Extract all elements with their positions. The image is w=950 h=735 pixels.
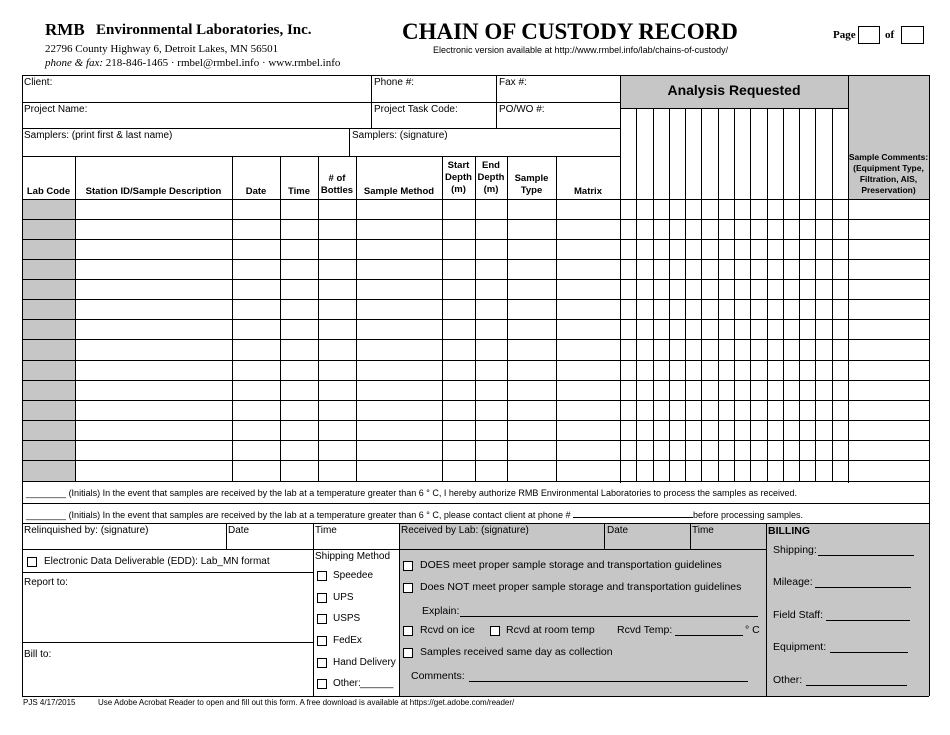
bottom-col-date bbox=[226, 523, 227, 549]
rcvd-temp-line[interactable] bbox=[675, 635, 743, 636]
outer-right bbox=[929, 75, 930, 696]
bottom-col-time bbox=[313, 523, 314, 696]
project-task-code-field[interactable]: Project Task Code: bbox=[374, 104, 458, 115]
col-lab-code: Lab Code bbox=[26, 186, 71, 197]
shipping-option-label: UPS bbox=[333, 592, 354, 603]
analysis-col-1 bbox=[636, 108, 637, 481]
page-total-field[interactable] bbox=[901, 26, 924, 44]
does-not-meet-checkbox[interactable] bbox=[403, 583, 413, 593]
same-day-checkbox[interactable] bbox=[403, 648, 413, 658]
shipping-usps-checkbox[interactable] bbox=[317, 614, 327, 624]
samplers-signature-field[interactable]: Samplers: (signature) bbox=[352, 130, 448, 141]
shipping-other-blank[interactable]: ______ bbox=[360, 678, 394, 689]
company-contact bbox=[45, 57, 340, 69]
contact-label: phone & fax: bbox=[45, 57, 104, 69]
rcvd-on-ice-label: Rcvd on ice bbox=[420, 624, 475, 636]
initials-blank-2[interactable]: ________ bbox=[26, 510, 67, 520]
rcvd-room-temp-checkbox[interactable] bbox=[490, 626, 500, 636]
fax-field[interactable]: Fax #: bbox=[499, 77, 527, 88]
col-line-3 bbox=[318, 156, 319, 481]
explain-line[interactable] bbox=[460, 616, 758, 617]
col-matrix: Matrix bbox=[574, 186, 602, 197]
rcvd-on-ice-checkbox[interactable] bbox=[403, 626, 413, 636]
company-name: Environmental Laboratories, Inc. bbox=[96, 22, 312, 38]
analysis-col-4 bbox=[685, 108, 686, 481]
billing-equipment-line[interactable] bbox=[830, 652, 908, 653]
acrobat-reader-note: Use Adobe Acrobat Reader to open and fill out this form. A free download is available at https://get.adobe.com/reader/ bbox=[98, 698, 515, 707]
col-sample-method: Sample Method bbox=[363, 186, 435, 197]
billing-field-staff-line[interactable] bbox=[826, 620, 910, 621]
analysis-col-10 bbox=[783, 108, 784, 481]
col-sample-comments: Sample Comments: (Equipment Type, Filtration, AIS, Preservation) bbox=[848, 152, 929, 195]
analysis-col-12 bbox=[815, 108, 816, 481]
initials-authorize-statement[interactable] bbox=[26, 488, 797, 498]
report-to-field[interactable]: Report to: bbox=[24, 577, 68, 588]
col-line-7 bbox=[507, 156, 508, 481]
shipping-ups-checkbox[interactable] bbox=[317, 593, 327, 603]
form-title: CHAIN OF CUSTODY RECORD bbox=[402, 19, 738, 44]
shipping-other-checkbox[interactable] bbox=[317, 679, 327, 689]
shipping-fedex-checkbox[interactable] bbox=[317, 636, 327, 646]
billing-other-label: Other: bbox=[773, 674, 803, 686]
initials-divider bbox=[22, 503, 929, 504]
lab-row-divider bbox=[399, 549, 766, 550]
deg-c-label: ° C bbox=[745, 624, 760, 636]
shipping-hand-delivery-checkbox[interactable] bbox=[317, 658, 327, 668]
billing-mileage-label: Mileage: bbox=[773, 576, 813, 588]
col-bottles: # of Bottles bbox=[320, 173, 354, 196]
shipping-option-label: Speedee bbox=[333, 570, 374, 581]
initials-contact-end: before processing samples. bbox=[692, 510, 804, 520]
col-sample-type: Sample Type bbox=[514, 173, 549, 196]
bottom-section-top bbox=[22, 523, 929, 524]
col-line-8 bbox=[556, 156, 557, 481]
shipping-option-label: Hand Delivery bbox=[333, 657, 396, 668]
col-line-2 bbox=[280, 156, 281, 481]
shipping-option-label: Other: bbox=[333, 678, 361, 689]
relinquished-date-field[interactable]: Date bbox=[228, 525, 250, 536]
initials-contact-text: (Initials) In the event that samples are received by the lab at a temperature greater than 6 ° C, please contact client at phone # bbox=[68, 510, 571, 520]
rcvd-room-temp-label: Rcvd at room temp bbox=[506, 624, 595, 636]
shipping-option-label: USPS bbox=[333, 613, 361, 624]
company-prefix: RMB bbox=[45, 20, 85, 39]
analysis-requested-title: Analysis Requested bbox=[667, 82, 801, 98]
lab-comments-label: Comments: bbox=[411, 670, 465, 682]
col-start-depth: Start Depth (m) bbox=[445, 160, 472, 195]
bottom-col-lab-time bbox=[690, 523, 691, 549]
col-line-5 bbox=[442, 156, 443, 481]
initials-blank-1[interactable]: ________ bbox=[26, 488, 67, 498]
analysis-col-13 bbox=[832, 108, 833, 481]
relinquished-by-field[interactable]: Relinquished by: (signature) bbox=[24, 525, 149, 536]
analysis-col-11 bbox=[799, 108, 800, 481]
lab-comments-line[interactable] bbox=[469, 681, 748, 682]
billing-shipping-label: Shipping: bbox=[773, 544, 817, 556]
edd-checkbox[interactable] bbox=[27, 557, 37, 567]
received-date-field[interactable]: Date bbox=[607, 525, 629, 536]
table-header-top bbox=[22, 156, 620, 157]
client-field[interactable]: Client: bbox=[24, 77, 53, 88]
analysis-col-3 bbox=[669, 108, 670, 481]
analysis-col-9 bbox=[767, 108, 768, 481]
billing-field-staff-label: Field Staff: bbox=[773, 609, 823, 621]
phone-field[interactable]: Phone #: bbox=[374, 77, 415, 88]
contact-phone-blank[interactable] bbox=[573, 509, 693, 518]
initials-authorize-text: (Initials) In the event that samples are received by the lab at a temperature greater than 6 ° C, I hereby authorize RMB Environmental Laboratories to process the samples as received. bbox=[68, 488, 798, 498]
of-label: of bbox=[885, 29, 895, 41]
po-wo-field[interactable]: PO/WO #: bbox=[499, 104, 545, 115]
does-meet-label: DOES meet proper sample storage and transportation guidelines bbox=[420, 559, 722, 571]
analysis-col-5 bbox=[701, 108, 702, 481]
row-line-14 bbox=[22, 481, 929, 482]
analysis-col-8 bbox=[750, 108, 751, 481]
contact-value: 218-846-1465 · rmbel@rmbel.info · www.rmbel.info bbox=[105, 57, 341, 69]
outer-left bbox=[22, 75, 23, 696]
billing-mileage-line[interactable] bbox=[815, 587, 911, 588]
col-line-6 bbox=[475, 156, 476, 481]
initials-contact-statement[interactable] bbox=[26, 509, 803, 520]
bottom-row-divider bbox=[22, 549, 399, 550]
shipping-option-label: FedEx bbox=[333, 635, 362, 646]
billing-title: BILLING bbox=[768, 525, 810, 537]
bottom-col-lab bbox=[399, 523, 400, 696]
outer-bottom bbox=[22, 696, 929, 697]
edd-label: Electronic Data Deliverable (EDD): Lab_MN format bbox=[44, 556, 270, 567]
lab-code-column-shading bbox=[22, 199, 75, 481]
bill-to-field[interactable]: Bill to: bbox=[24, 649, 52, 660]
form-version-code: PJS 4/17/2015 bbox=[23, 698, 76, 707]
does-not-meet-label: Does NOT meet proper sample storage and transportation guidelines bbox=[420, 581, 742, 593]
received-time-field[interactable]: Time bbox=[692, 525, 714, 536]
report-bill-divider bbox=[22, 642, 313, 643]
billing-equipment-label: Equipment: bbox=[773, 641, 827, 653]
col-line-1 bbox=[232, 156, 233, 481]
electronic-version-note: Electronic version available at http://www.rmbel.info/lab/chains-of-custody/ bbox=[433, 45, 729, 55]
shipping-method-title: Shipping Method bbox=[315, 551, 391, 562]
project-name-field[interactable]: Project Name: bbox=[24, 104, 88, 115]
received-by-lab-field[interactable]: Received by Lab: (signature) bbox=[401, 525, 529, 536]
page-number-field[interactable] bbox=[858, 26, 880, 44]
analysis-col-6 bbox=[718, 108, 719, 481]
col-end-depth: End Depth (m) bbox=[477, 160, 505, 195]
shipping-speedee-checkbox[interactable] bbox=[317, 571, 327, 581]
rcvd-temp-label: Rcvd Temp: bbox=[617, 624, 673, 636]
same-day-label: Samples received same day as collection bbox=[420, 646, 613, 658]
page-label: Page bbox=[833, 29, 856, 41]
relinquished-time-field[interactable]: Time bbox=[315, 525, 337, 536]
col-line-0 bbox=[75, 156, 76, 481]
edd-divider bbox=[22, 572, 313, 573]
billing-shipping-line[interactable] bbox=[818, 555, 914, 556]
billing-other-line[interactable] bbox=[806, 685, 907, 686]
col-station-id: Station ID/Sample Description bbox=[85, 186, 222, 197]
col-line-4 bbox=[356, 156, 357, 481]
col-date: Date bbox=[245, 186, 267, 197]
bottom-col-billing bbox=[766, 523, 767, 696]
analysis-col-2 bbox=[653, 108, 654, 481]
explain-label: Explain: bbox=[422, 605, 460, 617]
outer-top bbox=[22, 75, 929, 76]
does-meet-checkbox[interactable] bbox=[403, 561, 413, 571]
samplers-print-field[interactable]: Samplers: (print first & last name) bbox=[24, 130, 173, 141]
company-address: 22796 County Highway 6, Detroit Lakes, MN 56501 bbox=[45, 43, 279, 55]
col-time: Time bbox=[287, 186, 310, 197]
analysis-col-7 bbox=[734, 108, 735, 481]
bottom-col-lab-date bbox=[604, 523, 605, 549]
